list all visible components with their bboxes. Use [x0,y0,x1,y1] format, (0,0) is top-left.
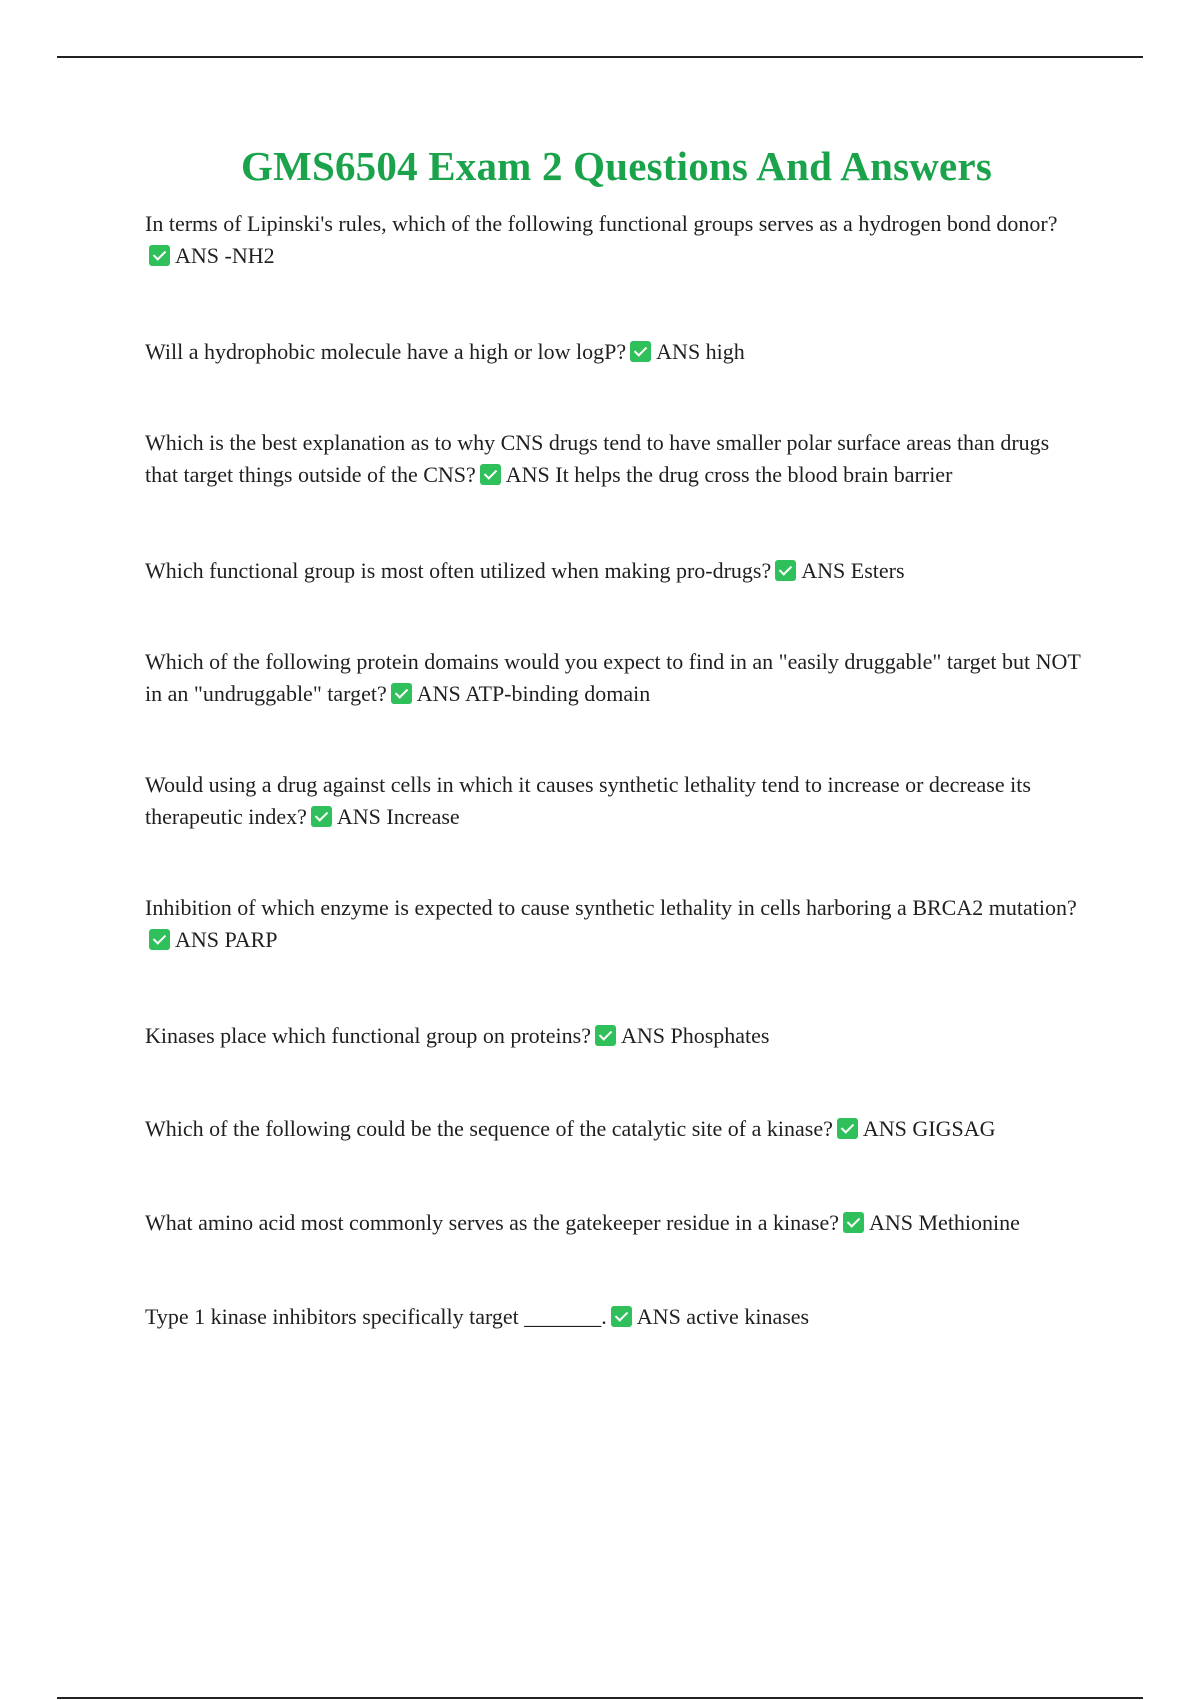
qa-item [145,1301,1085,1333]
qa-item [145,336,1085,368]
question-text: Would using a drug against cells in which it causes synthetic lethality tend to increase or decrease its therapeutic index? [145,772,1031,829]
qa-item [145,427,1085,491]
question-text: Type 1 kinase inhibitors specifically target _______. [145,1304,607,1329]
checkmark-box-icon [149,245,170,266]
checkmark-box-icon [480,464,501,485]
question-text: Kinases place which functional group on proteins? [145,1023,591,1048]
bottom-divider [57,1697,1143,1699]
answer-text: ANS ATP-binding domain [416,681,651,706]
answer-text: ANS Methionine [868,1210,1020,1235]
checkmark-box-icon [311,806,332,827]
answer-text: ANS GIGSAG [862,1116,996,1141]
qa-item [145,1020,1085,1052]
top-divider [57,56,1143,58]
checkmark-box-icon [775,560,796,581]
question-text: Which of the following protein domains would you expect to find in an "easily druggable" target but NOT in an "undruggable" target? [145,649,1081,706]
page-title: GMS6504 Exam 2 Questions And Answers [240,143,992,189]
checkmark-box-icon [391,683,412,704]
checkmark-box-icon [149,929,170,950]
answer-text: ANS Increase [336,804,460,829]
answer-text: ANS PARP [175,927,278,952]
answer-text: ANS It helps the drug cross the blood brain barrier [505,462,953,487]
question-text: Which is the best explanation as to why CNS drugs tend to have smaller polar surface areas than drugs that target things outside of the CNS? [145,430,1050,487]
question-text: Inhibition of which enzyme is expected to cause synthetic lethality in cells harboring a BRCA2 mutation? [145,895,1077,920]
answer-text: ANS Esters [801,558,905,583]
qa-item [145,769,1085,833]
question-text: Which functional group is most often utilized when making pro-drugs? [145,558,772,583]
checkmark-box-icon [837,1118,858,1139]
answer-text: ANS active kinases [636,1304,810,1329]
answer-text: ANS -NH2 [175,243,275,268]
qa-item [145,208,1085,272]
checkmark-box-icon [595,1025,616,1046]
checkmark-box-icon [611,1306,632,1327]
question-text: In terms of Lipinski's rules, which of the following functional groups serves as a hydrogen bond donor? [145,211,1058,236]
qa-item [145,646,1085,710]
checkmark-box-icon [630,341,651,362]
answer-text: ANS Phosphates [620,1023,770,1048]
qa-item [145,892,1085,956]
question-text: Will a hydrophobic molecule have a high or low logP? [145,339,627,364]
question-text: Which of the following could be the sequence of the catalytic site of a kinase? [145,1116,833,1141]
qa-item [145,1207,1085,1239]
qa-item [145,1113,1085,1145]
answer-text: ANS high [656,339,745,364]
checkmark-box-icon [843,1212,864,1233]
qa-item [145,555,1085,587]
question-text: What amino acid most commonly serves as the gatekeeper residue in a kinase? [145,1210,839,1235]
